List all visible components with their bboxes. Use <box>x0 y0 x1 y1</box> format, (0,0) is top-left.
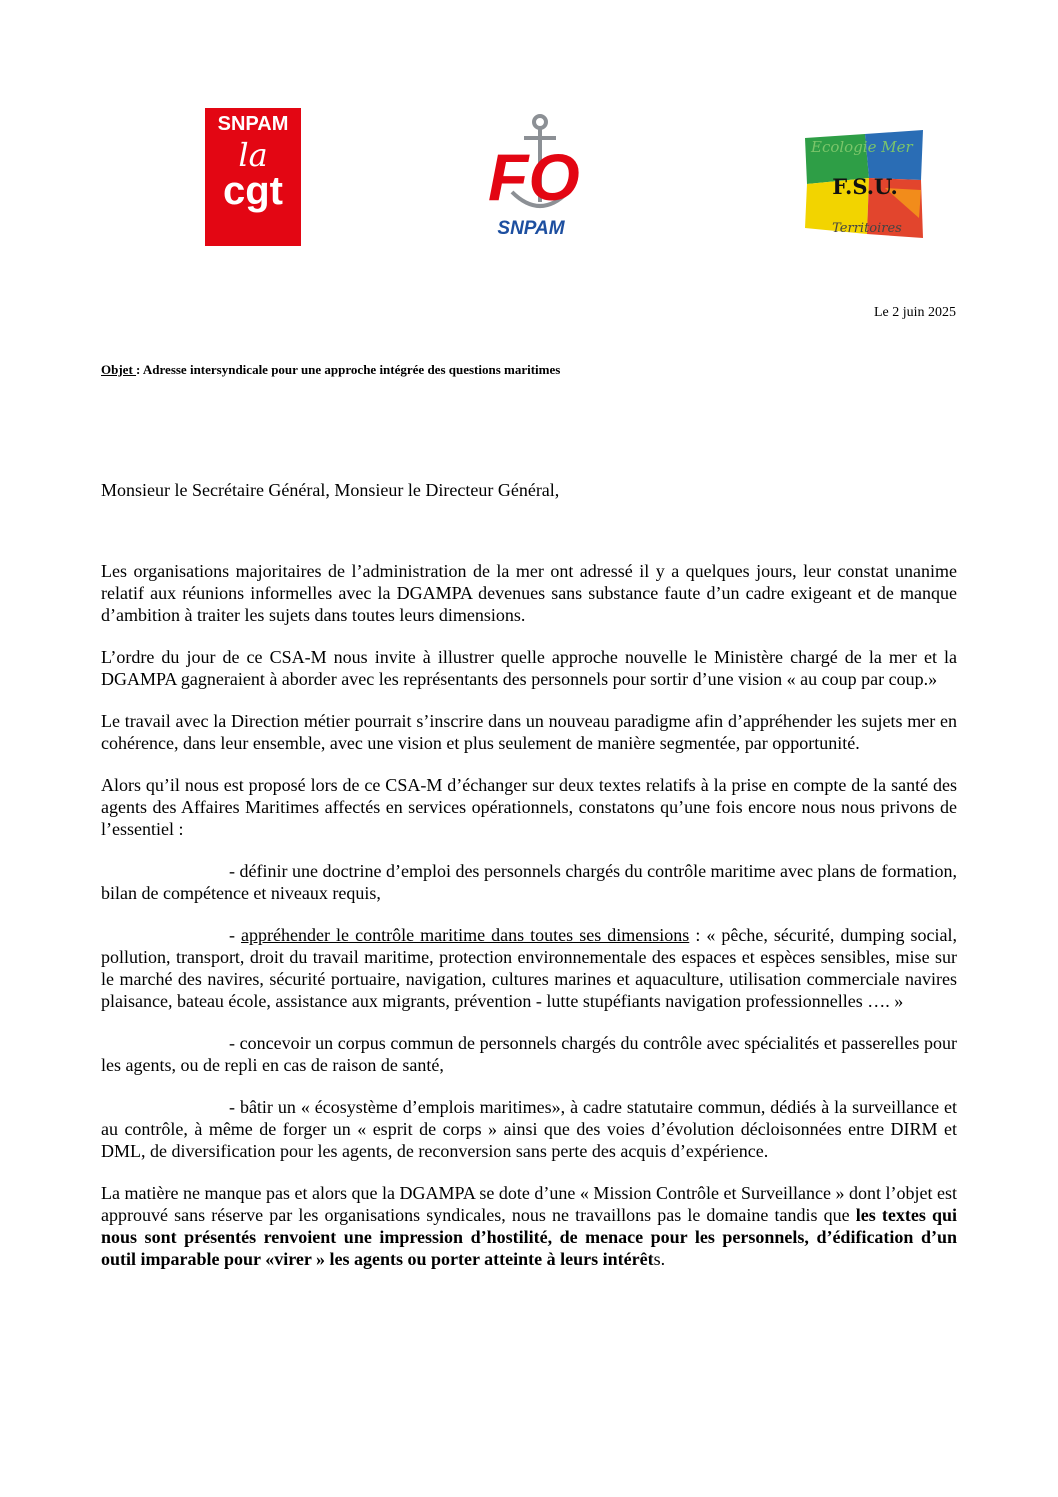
cgt-logo-main-text: cgt <box>223 169 283 213</box>
list-item-2-prefix: - <box>229 925 242 945</box>
salutation: Monsieur le Secrétaire Général, Monsieur le Directeur Général, <box>101 480 560 500</box>
cgt-logo-script-text: la <box>238 136 268 174</box>
letter-date: Le 2 juin 2025 <box>873 305 956 320</box>
list-item-2-rest: : « pêche, sécurité, dumping social, pollution, transport, droit du travail maritime, protection environnementale des espaces et espèces sensibles, mise sur le marché des navires, sécurité portuaire, navigation, cultures marines et aquaculture, utilisation commerciale navires plaisance, bateau école, assistance aux migrants, prévention - lutte stupéfiants navigation professionnelles …. » <box>101 925 957 1011</box>
paragraph-2: L’ordre du jour de ce CSA-M nous invite à illustrer quelle approche nouvelle le Ministère chargé de la mer et la DGAMPA gagneraient à aborder avec les représentants des personnels pour sortir d’une vision « au coup par coup.» <box>101 647 957 689</box>
object-text: : Adresse intersyndicale pour une approche intégrée des questions maritimes <box>136 362 561 377</box>
fsu-logo <box>805 128 925 240</box>
list-item-4: - bâtir un « écosystème d’emplois maritimes», à cadre statutaire commun, dédiés à la surveillance et au contrôle, à même de forger un « esprit de corps » ainsi que des voies d’évolution décloisonnées entre DIRM et DML, de diversification pour les agents, de reconversion sans perte des acquis d’expérience. <box>101 1097 957 1161</box>
paragraph-5-end: s. <box>653 1249 666 1269</box>
paragraph-4: Alors qu’il nous est proposé lors de ce CSA-M d’échanger sur deux textes relatifs à la prise en compte de la santé des agents des Affaires Maritimes affectés en services opérationnels, constatons qu’une fois encore nous nous privons de l’essentiel : <box>101 775 957 839</box>
object-label: Objet <box>101 362 137 377</box>
list-item-1: - définir une doctrine d’emploi des personnels chargés du contrôle maritime avec plans de formation, bilan de compétence et niveaux requis, <box>101 861 957 903</box>
paragraph-5-bold: les textes qui nous sont présentés renvoient une impression d’hostilité, de menace pour les personnels, d’édification d’un outil imparable pour «virer » les agents ou porter atteinte à leurs intérêt <box>101 1205 957 1269</box>
fo-logo-sub-text: SNPAM <box>497 218 565 239</box>
fsu-logo-bottom-text: Territoires <box>832 221 902 236</box>
list-item-2-underlined: appréhender le contrôle maritime dans toutes ses dimensions <box>241 925 690 945</box>
paragraph-5-start: La matière ne manque pas et alors que la DGAMPA se dote d’une « Mission Contrôle et Surveillance » dont l’objet est approuvé sans réserve par les organisations syndicales, nous ne travaillons pas le domaine tandis que <box>101 1183 957 1225</box>
list-item-2 <box>101 924 957 1012</box>
fsu-logo-main-text: F.S.U. <box>832 174 898 199</box>
paragraph-5 <box>101 1182 957 1270</box>
paragraph-3: Le travail avec la Direction métier pourrait s’inscrire dans un nouveau paradigme afin d’appréhender les sujets mer en cohérence, dans leur ensemble, avec une vision et plus seulement de manière segmentée, par opportunité. <box>101 711 957 753</box>
fsu-logo-top-text: Ecologie Mer <box>811 138 913 156</box>
paragraph-1: Les organisations majoritaires de l’administration de la mer ont adressé il y a quelques jours, leur constat unanime relatif aux réunions informelles avec la DGAMPA devenues sans substance faute d’un cadre exigeant et de manque d’ambition à traiter les sujets dans toutes leurs dimensions. <box>101 561 957 625</box>
cgt-snpam-logo <box>205 108 301 246</box>
letter-body <box>101 560 957 1290</box>
cgt-logo-top-text: SNPAM <box>217 113 289 135</box>
letter-object <box>101 362 560 378</box>
fo-logo-main-text: FO <box>488 140 580 214</box>
fo-snpam-logo <box>480 112 582 240</box>
list-item-3: - concevoir un corpus commun de personnels chargés du contrôle avec spécialités et passerelles pour les agents, ou de repli en cas de raison de santé, <box>101 1033 957 1075</box>
